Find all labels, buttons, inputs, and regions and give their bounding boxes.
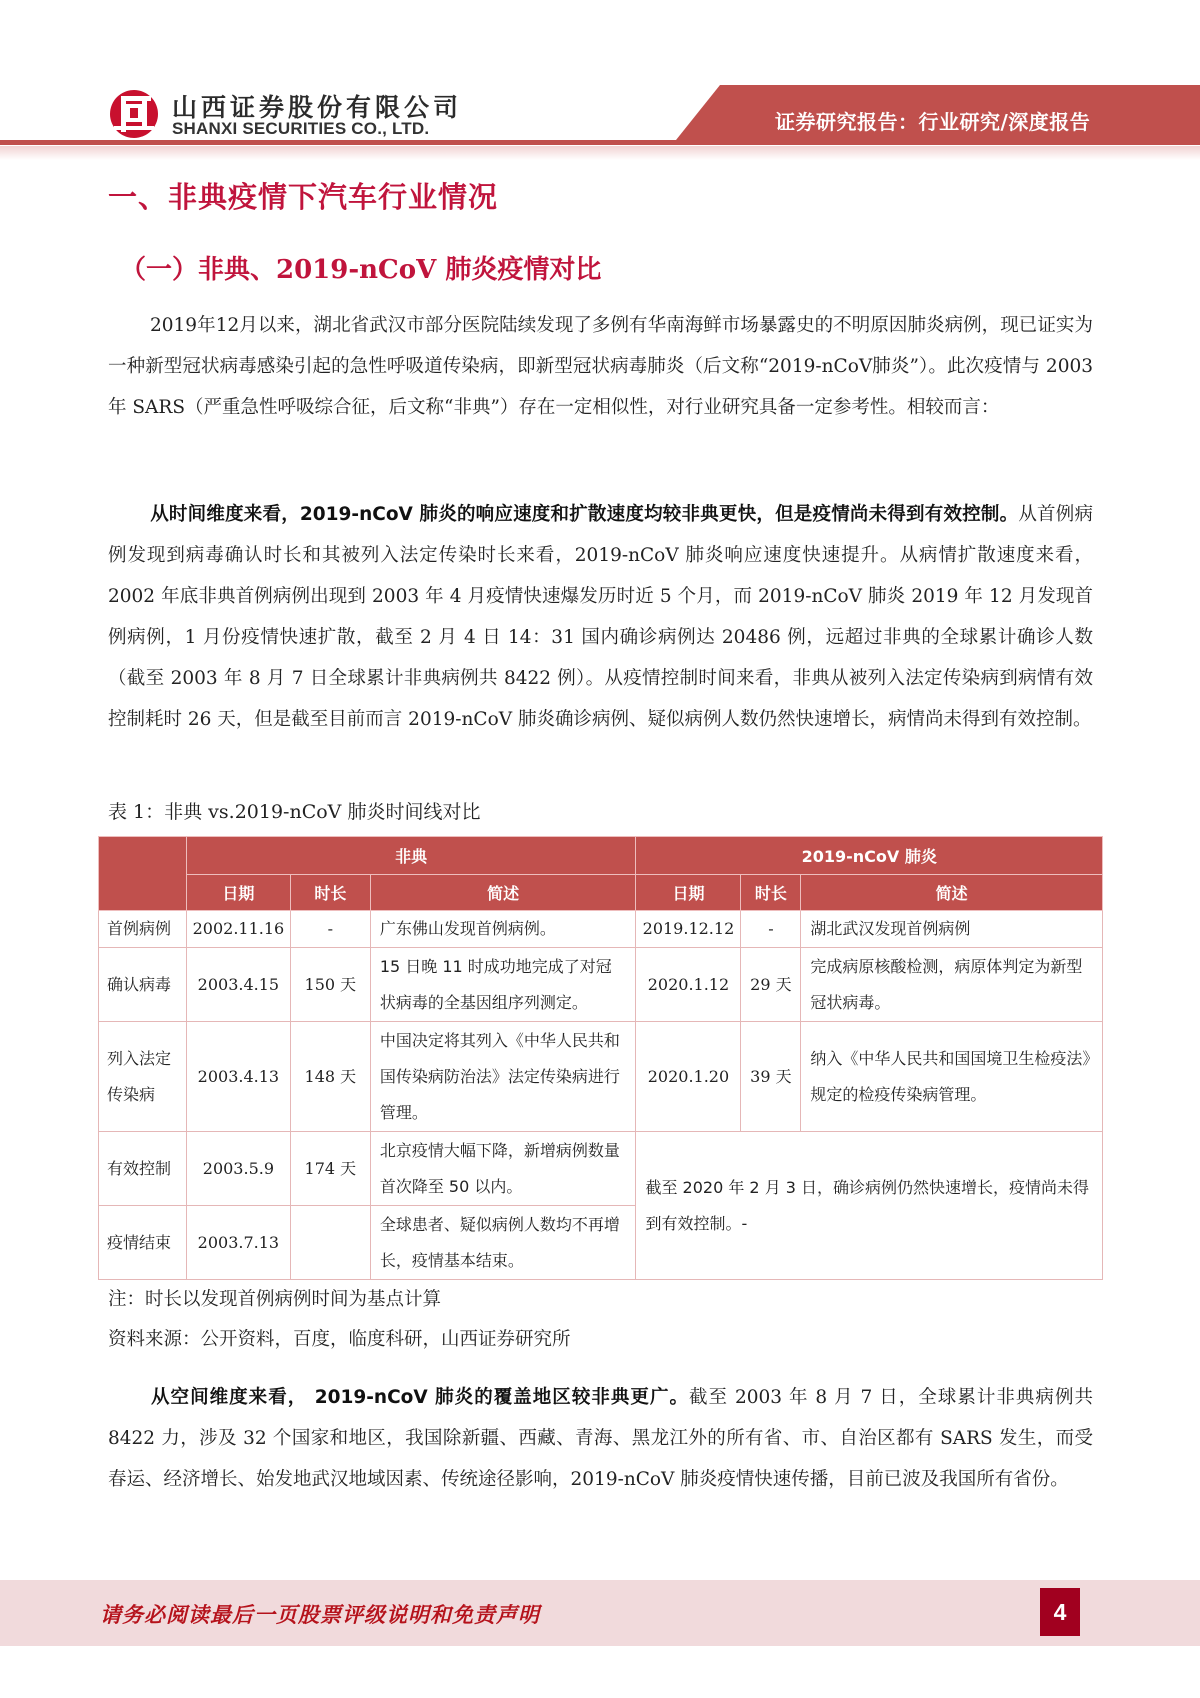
- sars-duration: -: [290, 911, 370, 948]
- ncov-description: 完成病原核酸检测，病原体判定为新型冠状病毒。: [801, 948, 1103, 1022]
- sars-duration: [290, 1206, 370, 1280]
- row-label: 列入法定传染病: [99, 1022, 187, 1132]
- timeline-comparison-table: [98, 836, 1103, 1280]
- sars-description: 15 日晚 11 时成功地完成了对冠状病毒的全基因组序列测定。: [370, 948, 636, 1022]
- section-heading: 一、非典疫情下汽车行业情况: [108, 180, 499, 214]
- sars-duration: 150 天: [290, 948, 370, 1022]
- report-type-label: 证券研究报告：行业研究/深度报告: [775, 110, 1091, 134]
- shanxi-securities-logo-icon: [108, 88, 160, 140]
- col-header-sars-duration: 时长: [290, 875, 370, 911]
- sars-date: 2003.4.13: [186, 1022, 290, 1132]
- disclaimer-link: 请务必阅读最后一页股票评级说明和免责声明: [100, 1602, 540, 1627]
- col-header-ncov-date: 日期: [636, 875, 741, 911]
- ncov-description: 湖北武汉发现首例病例: [801, 911, 1103, 948]
- group-header-sars: 非典: [186, 837, 636, 875]
- sars-duration: 148 天: [290, 1022, 370, 1132]
- company-name-en: SHANXI SECURITIES CO., LTD.: [172, 119, 430, 138]
- table-caption: 表 1：非典 vs.2019-nCoV 肺炎时间线对比: [108, 801, 481, 823]
- table-note: 注：时长以发现首例病例时间为基点计算: [108, 1289, 442, 1310]
- page-footer: [0, 1580, 1200, 1646]
- ncov-date: 2020.1.12: [636, 948, 741, 1022]
- group-header-ncov: 2019-nCoV 肺炎: [636, 837, 1103, 875]
- time-dimension-lead: 从时间维度来看，2019-nCoV 肺炎的响应速度和扩散速度均较非典更快，但是疫情尚未得到有效控制。: [150, 504, 1019, 525]
- space-dimension-lead: 从空间维度来看， 2019-nCoV 肺炎的覆盖地区较非典更广。: [150, 1387, 690, 1408]
- sars-date: 2002.11.16: [186, 911, 290, 948]
- col-header-sars-date: 日期: [186, 875, 290, 911]
- sars-description: 北京疫情大幅下降，新增病例数量首次降至 50 以内。: [370, 1132, 636, 1206]
- row-label: 疫情结束: [99, 1206, 187, 1280]
- ncov-duration: 29 天: [741, 948, 801, 1022]
- intro-text: 2019年12月以来，湖北省武汉市部分医院陆续发现了多例有华南海鲜市场暴露史的不明原因肺炎病例，现已证实为一种新型冠状病毒感染引起的急性呼吸道传染病，即新型冠状病毒肺炎（后文称“2019-nCoV肺炎”）。此次疫情与 2003 年 SARS（严重急性呼吸综合征，后文称“非典”）存在一定相似性，对行业研究具备一定参考性。相较而言：: [108, 315, 1093, 418]
- page-number: 4: [1040, 1588, 1080, 1636]
- table-row: [99, 948, 1103, 1022]
- space-dimension-paragraph: [108, 1377, 1093, 1500]
- col-header-ncov-description: 简述: [801, 875, 1103, 911]
- table-row: [99, 1022, 1103, 1132]
- sars-description: 全球患者、疑似病例人数均不再增长，疫情基本结束。: [370, 1206, 636, 1280]
- ncov-description: 纳入《中华人民共和国国境卫生检疫法》规定的检疫传染病管理。: [801, 1022, 1103, 1132]
- time-dimension-paragraph: [108, 494, 1093, 740]
- sars-description: 广东佛山发现首例病例。: [370, 911, 636, 948]
- row-label: 确认病毒: [99, 948, 187, 1022]
- header-divider: [0, 146, 1200, 160]
- ncov-merged-note: 截至 2020 年 2 月 3 日，确诊病例仍然快速增长，疫情尚未得到有效控制。-: [636, 1132, 1103, 1280]
- ncov-date: 2019.12.12: [636, 911, 741, 948]
- page-header: [0, 0, 1200, 165]
- row-label: 首例病例: [99, 911, 187, 948]
- sars-description: 中国决定将其列入《中华人民共和国传染病防治法》法定传染病进行管理。: [370, 1022, 636, 1132]
- sars-duration: 174 天: [290, 1132, 370, 1206]
- subsection-heading: （一）非典、2019-nCoV 肺炎疫情对比: [120, 255, 602, 285]
- time-dimension-body: 从首例病例发现到病毒确认时长和其被列入法定传染时长来看，2019-nCoV 肺炎响应速度快速提升。从病情扩散速度来看，2002 年底非典首例病例出现到 2003 年 4 月疫情快速爆发历时近 5 个月，而 2019-nCoV 肺炎 2019 年 12 月发现首例病例，1 月份疫情快速扩散，截至 2 月 4 日 14：31 国内确诊病例达 20486 例，远超过非典的全球累计确诊人数（截至 2003 年 8 月 7 日全球累计非典病例共 8422 例）。从疫情控制时间来看，非典从被列入法定传染病到病情有效控制耗时 26 天，但是截至目前而言 2019-nCoV 肺炎确诊病例、疑似病例人数仍然快速增长，病情尚未得到有效控制。: [108, 504, 1093, 730]
- col-header-sars-description: 简述: [370, 875, 636, 911]
- ncov-duration: -: [741, 911, 801, 948]
- table-corner-header: [99, 837, 187, 911]
- ncov-duration: 39 天: [741, 1022, 801, 1132]
- ncov-date: 2020.1.20: [636, 1022, 741, 1132]
- table-source: 资料来源：公开资料，百度，临度科研，山西证券研究所: [108, 1329, 571, 1350]
- intro-paragraph: [108, 305, 1093, 428]
- table-row: [99, 911, 1103, 948]
- table-row: [99, 1132, 1103, 1206]
- sars-date: 2003.5.9: [186, 1132, 290, 1206]
- sars-date: 2003.4.15: [186, 948, 290, 1022]
- row-label: 有效控制: [99, 1132, 187, 1206]
- company-name-cn: 山西证券股份有限公司: [172, 93, 463, 122]
- col-header-ncov-duration: 时长: [741, 875, 801, 911]
- space-dimension-body: 截至 2003 年 8 月 7 日，全球累计非典病例共 8422 力，涉及 32 个国家和地区，我国除新疆、西藏、青海、黑龙江外的所有省、市、自治区都有 SARS 发生，而受春运、经济增长、始发地武汉地域因素、传统途径影响，2019-nCoV 肺炎疫情快速传播，目前已波及我国所有省份。: [108, 1387, 1093, 1490]
- sars-date: 2003.7.13: [186, 1206, 290, 1280]
